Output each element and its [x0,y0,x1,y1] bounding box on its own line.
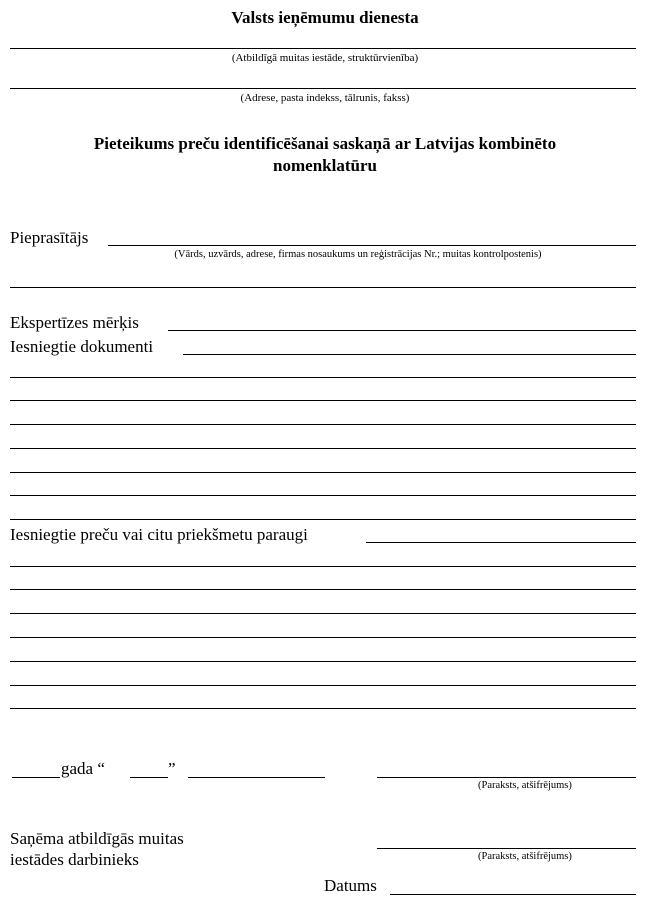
purpose-label: Ekspertīzes mērķis [10,313,139,332]
month-blank-line[interactable] [188,777,325,778]
documents-line[interactable] [10,495,636,496]
signature-caption: (Paraksts, atšifrējums) [478,780,572,791]
documents-line[interactable] [10,377,636,378]
address-caption: (Adrese, pasta indekss, tālrunis, fakss) [240,92,410,104]
samples-line[interactable] [10,566,636,567]
samples-line[interactable] [10,637,636,638]
datums-line[interactable] [390,894,636,895]
documents-line[interactable] [10,424,636,425]
documents-line[interactable] [10,448,636,449]
samples-line[interactable] [10,613,636,614]
day-blank-line[interactable] [130,777,168,778]
year-blank-line[interactable] [12,777,60,778]
documents-line[interactable] [10,472,636,473]
received-line-1: Saņēma atbildīgās muitas [10,829,184,848]
documents-label: Iesniegtie dokumenti [10,337,154,356]
requester-field-line[interactable] [108,245,636,246]
date-text: gada “ [61,759,105,778]
authority-line [10,48,636,49]
samples-line[interactable] [10,661,636,662]
samples-line[interactable] [10,708,636,709]
documents-line[interactable] [10,519,636,520]
documents-field-line[interactable] [183,354,636,355]
received-line-2: iestādes darbinieks [10,850,139,869]
documents-line[interactable] [10,400,636,401]
samples-field-line[interactable] [366,542,636,543]
received-signature-line[interactable] [377,848,636,849]
signature-line[interactable] [377,777,636,778]
requester-extra-line[interactable] [10,287,636,288]
requester-caption: (Vārds, uzvārds, adrese, firmas nosaukums un reģistrācijas Nr.; muitas kontrolpostenis) [174,249,542,260]
samples-line[interactable] [10,685,636,686]
requester-label: Pieprasītājs [10,228,89,247]
received-caption: (Paraksts, atšifrējums) [478,851,572,862]
samples-line[interactable] [10,589,636,590]
address-line [10,88,636,89]
datums-label: Datums [324,876,377,895]
purpose-field-line[interactable] [168,330,636,331]
samples-label: Iesniegtie preču vai citu priekšmetu paraugi [10,525,308,544]
form-title [0,133,650,177]
date-quote-close: ” [168,759,176,778]
authority-name: Valsts ieņēmumu dienesta [231,8,419,27]
form-title-line-2: nomenklatūru [273,156,377,175]
authority-caption: (Atbildīgā muitas iestāde, struktūrvienība) [231,52,419,64]
form-title-line-1: Pieteikums preču identificēšanai saskaņā ar Latvijas kombinēto [93,134,557,153]
